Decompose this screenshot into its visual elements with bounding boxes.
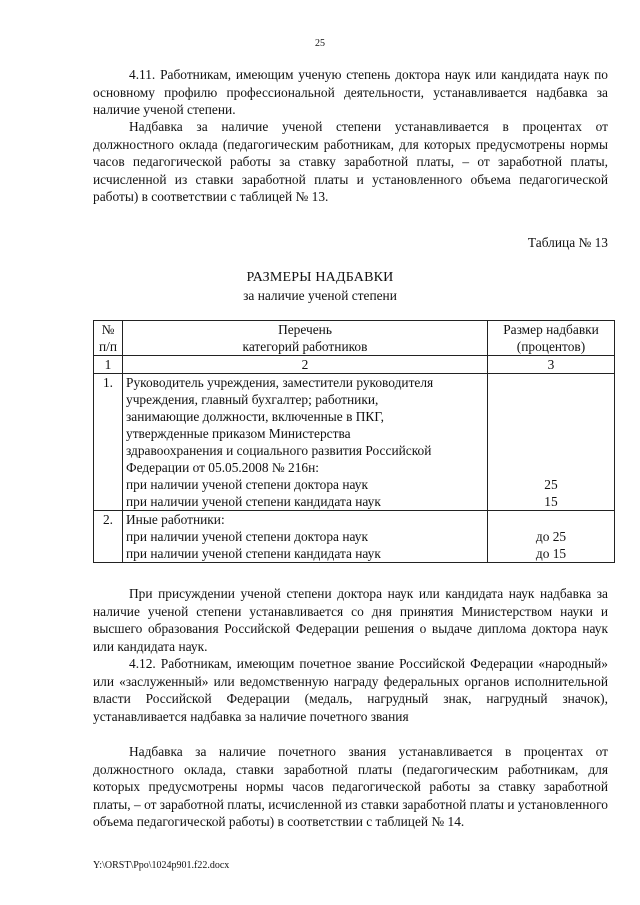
row-values: до 25 до 15: [488, 511, 615, 563]
table-subtitle: за наличие ученой степени: [243, 288, 397, 303]
page-number: 25: [315, 38, 325, 49]
header-categories: Перечень категорий работников: [123, 321, 488, 356]
row-number: 2.: [94, 511, 123, 563]
table-label: Таблица № 13: [527, 235, 608, 250]
header-number: № п/п: [94, 321, 123, 356]
row-categories: Иные работники: при наличии ученой степени доктора наук при наличии ученой степени кандидата наук: [123, 511, 488, 563]
paragraph-4-11: 4.11. Работникам, имеющим ученую степень доктора наук или кандидата наук по основному профилю профессиональной деятельности, устанавливается надбавка за наличие ученой степени.: [93, 67, 608, 117]
row-categories: Руководитель учреждения, заместители руководителя учреждения, главный бухгалтер; работники, занимающие должности, включенные в ПКГ, утвержденные приказом Министерства здравоохранения и социального развития Российской Федерации от 05.05.2008 № 216н: при наличии ученой степени доктора наук при наличии ученой степени кандидата наук: [123, 374, 488, 511]
table-row: [94, 511, 615, 563]
table-row: [94, 374, 615, 511]
paragraph-degree-award: При присуждении ученой степени доктора наук или кандидата наук надбавка за наличие ученой степени устанавливается со дня принятия Министерством науки и высшего образования Российской Федерации решения о выдаче диплома доктора наук или кандидата наук.: [93, 586, 608, 654]
table-numbering-row: 1 2 3: [94, 356, 615, 374]
table-header-row: [94, 321, 615, 356]
table-title: РАЗМЕРЫ НАДБАВКИ: [246, 270, 394, 285]
paragraph-allowance-title: Надбавка за наличие почетного звания устанавливается в процентах от должностного оклада, ставки заработной платы (педагогическим работникам, для которых предусмотрены нормы часов педагогической работы за ставку заработной платы, – от заработной платы, исчисленной из ставки заработной платы и установленного объема педагогической работы) в соответствии с таблицей № 14.: [93, 744, 608, 829]
file-path-footer: Y:\ORST\Ppo\1024p901.f22.docx: [93, 860, 230, 871]
row-values: 25 15: [488, 374, 615, 511]
header-size: Размер надбавки (процентов): [488, 321, 615, 356]
paragraph-allowance-degree: Надбавка за наличие ученой степени устанавливается в процентах от должностного оклада (педагогическим работникам, для которых предусмотрены нормы часов педагогической работы за ставку заработной платы, – от заработной платы, исчисленной из ставки заработной платы и установленного объема педагогической работы) в соответствии с таблицей № 13.: [93, 119, 608, 204]
paragraph-4-12: 4.12. Работникам, имеющим почетное звание Российской Федерации «народный» или «заслуженный» или ведомственную награду федеральных органов исполнительной власти Российской Федерации (медаль, нагрудный знак, нагрудный значок), устанавливается надбавка за наличие почетного звания: [93, 656, 608, 724]
row-number: 1.: [94, 374, 123, 511]
allowance-table: [93, 320, 615, 563]
